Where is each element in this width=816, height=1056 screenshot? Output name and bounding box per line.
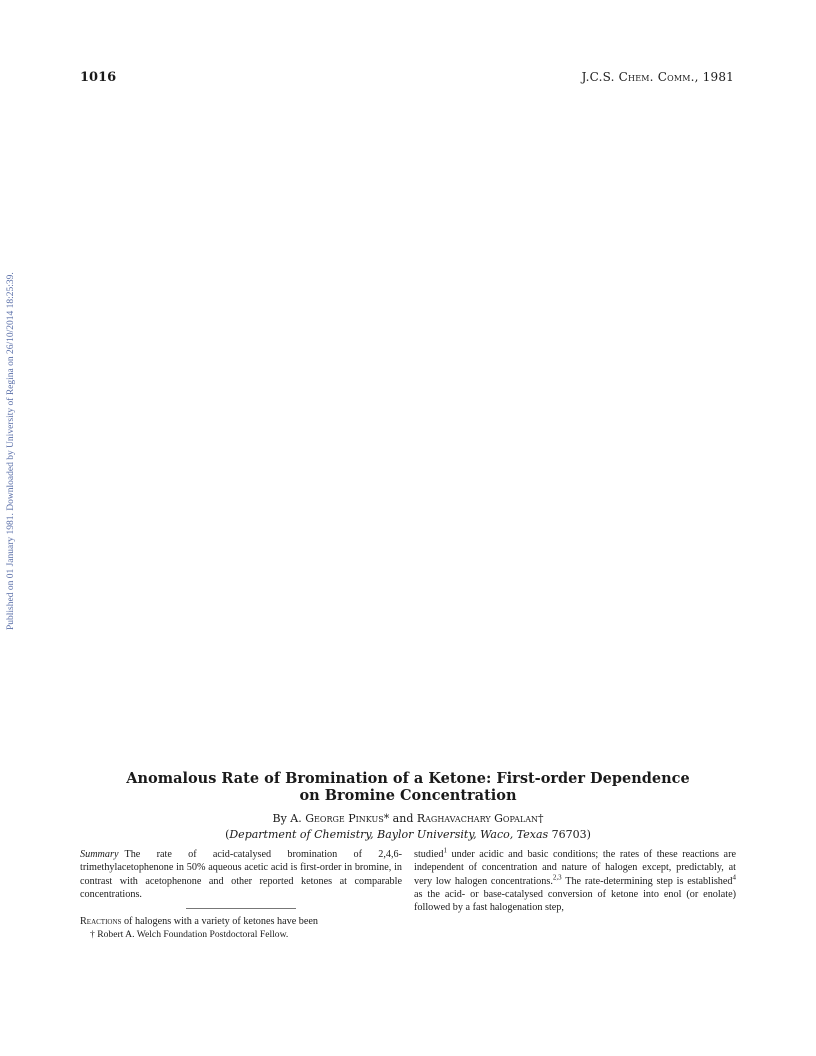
author-1: George Pinkus bbox=[305, 812, 384, 825]
journal-prefix: J.C.S. bbox=[581, 70, 615, 84]
intro-paragraph bbox=[80, 915, 402, 928]
summary-paragraph bbox=[80, 848, 402, 901]
right-text-4: as the acid- or base-catalysed conversion of ketone into enol (or enolate) followed by a fast halogenation step, bbox=[414, 888, 736, 914]
journal-header bbox=[582, 70, 734, 84]
journal-chem: Chem. bbox=[618, 70, 654, 84]
page-number: 1016 bbox=[80, 70, 117, 85]
ref-2: 2,3 bbox=[552, 873, 562, 882]
title-line-2: on Bromine Concentration bbox=[299, 787, 517, 804]
affil-open: ( bbox=[225, 828, 230, 841]
summary-label: Summary bbox=[80, 849, 119, 860]
right-text-1: studied bbox=[414, 849, 444, 860]
author-2-mark: † bbox=[537, 812, 544, 825]
affil-zip: 76703) bbox=[548, 828, 591, 841]
and-text: and bbox=[389, 812, 417, 825]
author-line bbox=[80, 812, 736, 825]
right-text-3: The rate-determining step is established bbox=[561, 875, 733, 887]
intro-first-word: Reactions bbox=[80, 916, 122, 928]
journal-comm: Comm. bbox=[657, 70, 695, 84]
ref-3: 4 bbox=[732, 873, 736, 882]
by-text: By A. bbox=[272, 812, 302, 825]
journal-year: , 1981 bbox=[694, 70, 734, 84]
title-line-1: Anomalous Rate of Bromination of a Ketone: First-order Dependence bbox=[126, 770, 690, 787]
right-text-2: under acidic and basic conditions; the rates of these reactions are independent of concentration and nature of halogen except, predictably, at very low halogen concentrations. bbox=[414, 849, 736, 887]
summary-text: The rate of acid-catalysed bromination of 2,4,6-trimethylacetophenone in 50% aqueous acetic acid is first-order in bromine, in contrast with acetophenone and other reported ketones at comparable concentrations. bbox=[80, 849, 402, 900]
left-column bbox=[80, 848, 402, 942]
author-2: Raghavachary Gopalan bbox=[416, 812, 538, 825]
affiliation bbox=[80, 828, 736, 841]
article-title bbox=[80, 770, 736, 804]
footnote: † Robert A. Welch Foundation Postdoctoral Fellow. bbox=[90, 929, 289, 941]
right-body-paragraph bbox=[414, 848, 736, 914]
intro-text: of halogens with a variety of ketones have been bbox=[121, 916, 319, 928]
affil-dept: Department of Chemistry, Baylor University, Waco, Texas bbox=[229, 828, 549, 841]
section-divider bbox=[186, 908, 296, 909]
right-column bbox=[414, 848, 736, 914]
download-watermark: Published on 01 January 1981. Downloaded by University of Regina on 26/10/2014 18:25:39. bbox=[6, 272, 16, 630]
author-1-mark: * bbox=[383, 812, 390, 825]
ref-1: 1 bbox=[443, 846, 447, 855]
